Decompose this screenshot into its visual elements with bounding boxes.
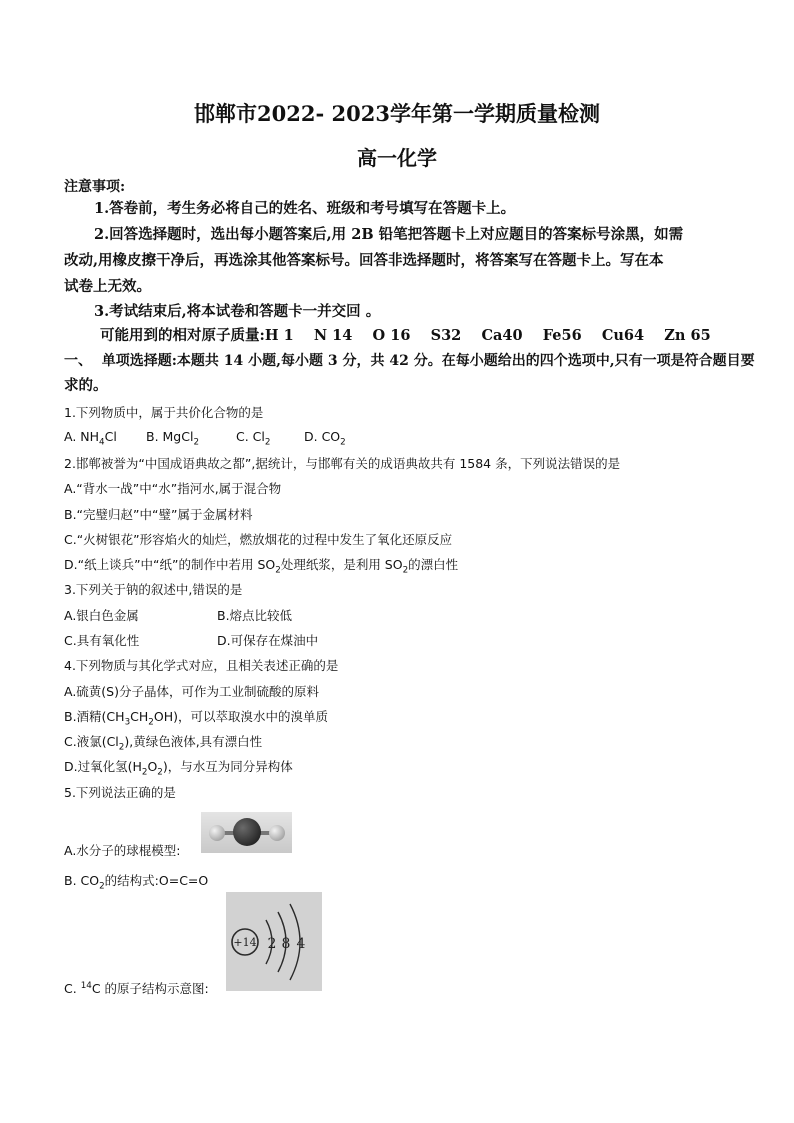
question-3-option-a: A.银白色金属 bbox=[64, 608, 139, 623]
notice-item-2-line-3: 试卷上无效。 bbox=[64, 278, 151, 295]
question-3-option-b: B.熔点比较低 bbox=[217, 608, 293, 623]
question-2-option-b: B.“完璧归赵”中“璧”属于金属材料 bbox=[64, 507, 253, 522]
shell-2-count: 8 bbox=[281, 936, 291, 952]
question-4-option-d: D.过氧化氢$(H_2O_2)$，与水互为同分异构体 bbox=[64, 759, 293, 778]
notice-heading: 注意事项: bbox=[64, 179, 126, 195]
question-5-option-b: B. $CO_2$的结构式:O=C=O bbox=[64, 873, 209, 892]
question-4-option-a: A.硫黄(S)分子晶体，可作为工业制硫酸的原料 bbox=[64, 684, 319, 699]
section-1-heading: 一、 单项选择题:本题共 14 小题,每小题 3 分，共 42 分。在每小题给出的四个选项中,只有一项是符合题目要 bbox=[64, 353, 755, 369]
notice-item-3: 3.考试结束后,将本试卷和答题卡一并交回 。 bbox=[94, 303, 381, 320]
question-1-option-a: A. $NH_4Cl$ bbox=[64, 429, 117, 448]
exam-title: 邯郸市2022- 2023学年第一学期质量检测 bbox=[194, 101, 600, 126]
question-2-option-a: A.“背水一战”中“水”指河水,属于混合物 bbox=[64, 481, 282, 496]
question-5-option-a: A.水分子的球棍模型: bbox=[64, 843, 181, 858]
exam-subject: 高一化学 bbox=[357, 146, 437, 170]
hydrogen-atom-right bbox=[269, 825, 285, 841]
question-1-stem: 1.下列物质中，属于共价化合物的是 bbox=[64, 405, 264, 420]
atomic-structure-diagram bbox=[226, 892, 322, 991]
question-2-option-d: D.“纸上谈兵”中“纸”的制作中若用 $SO_2$处理纸浆，是利用 $SO_2$的漂白性 bbox=[64, 557, 459, 576]
question-3-option-c: C.具有氧化性 bbox=[64, 633, 140, 648]
question-4-option-b: B.酒精$(CH_3CH_2OH)$，可以萃取溴水中的溴单质 bbox=[64, 709, 328, 728]
nucleus-charge: +14 bbox=[233, 936, 257, 949]
shell-1-count: 2 bbox=[267, 936, 277, 952]
question-1-option-c: C. $Cl_2$ bbox=[236, 429, 271, 448]
question-1-option-b: B. MgCl$_2$ bbox=[146, 429, 200, 448]
question-5-option-c: C. $^{14}$C 的原子结构示意图: bbox=[64, 980, 209, 996]
question-2-option-c: C.“火树银花”形容焰火的灿烂，燃放烟花的过程中发生了氧化还原反应 bbox=[64, 532, 453, 547]
ball-stick-model-image bbox=[201, 812, 292, 853]
notice-item-2-line-2: 改动,用橡皮擦干净后，再选涂其他答案标号。回答非选择题时，将答案写在答题卡上。写在本 bbox=[64, 252, 664, 269]
question-4-stem: 4.下列物质与其化学式对应，且相关表述正确的是 bbox=[64, 658, 339, 673]
notice-item-2-line-1: 2.回答选择题时，选出每小题答案后,用 2B 铅笔把答题卡上对应题目的答案标号涂黑，如需 bbox=[94, 226, 684, 243]
central-atom bbox=[233, 818, 261, 846]
shell-3-count: 4 bbox=[296, 936, 306, 952]
question-4-option-c: C.液氯$(Cl_2)$,黄绿色液体,具有漂白性 bbox=[64, 734, 263, 753]
question-1-option-d: D. $CO_2$ bbox=[304, 429, 346, 448]
notice-item-1: 1.答卷前，考生务必将自己的姓名、班级和考号填写在答题卡上。 bbox=[94, 200, 516, 217]
question-3-stem: 3.下列关于钠的叙述中,错误的是 bbox=[64, 582, 243, 597]
question-5-stem: 5.下列说法正确的是 bbox=[64, 785, 176, 800]
question-2-stem: 2.邯郸被誉为“中国成语典故之都”,据统计，与邯郸有关的成语典故共有 1584 条，下列说法错误的是 bbox=[64, 456, 621, 471]
atomic-mass-line: 可能用到的相对原子质量:H 1 N 14 O 16 S32 Ca40 Fe56 Cu64 Zn 65 bbox=[100, 327, 711, 344]
atomic-structure-svg bbox=[226, 892, 322, 991]
hydrogen-atom-left bbox=[209, 825, 225, 841]
section-1-heading-cont: 求的。 bbox=[64, 377, 108, 394]
question-3-option-d: D.可保存在煤油中 bbox=[217, 633, 319, 648]
